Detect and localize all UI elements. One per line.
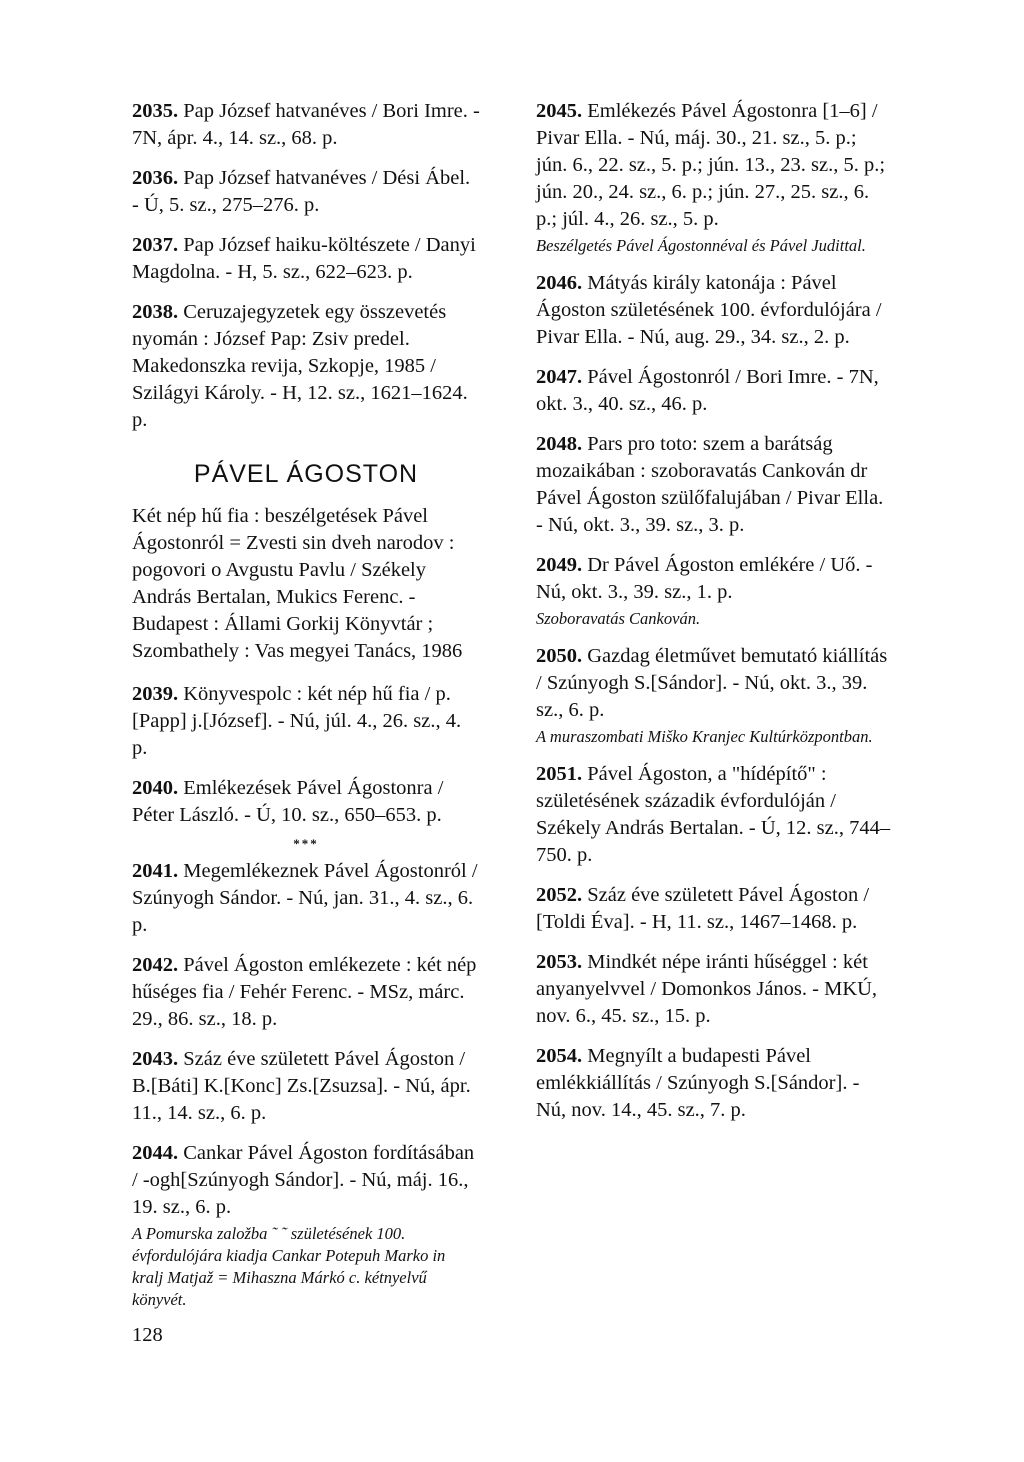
entry-number: 2035.	[132, 100, 179, 122]
entry-2050	[536, 643, 892, 724]
entry-text: Könyvespolc : két nép hű fia / p.[Papp] j.[József]. - Nú, júl. 4., 26. sz., 4. p.	[132, 683, 462, 759]
entry-number: 2043.	[132, 1048, 179, 1070]
entry-2054	[536, 1043, 892, 1124]
entry-number: 2054.	[536, 1045, 583, 1067]
entry-text: Emlékezések Pável Ágostonra / Péter László. - Ú, 10. sz., 650–653. p.	[132, 777, 444, 826]
entry-number: 2050.	[536, 645, 583, 667]
entry-text: Mindkét népe iránti hűséggel : két anyanyelvvel / Domonkos János. - MKÚ, nov. 6., 45. sz., 15. p.	[536, 951, 878, 1027]
section-separator: ***	[293, 836, 319, 851]
entry-2036	[132, 165, 480, 219]
entry-note: Szoboravatás Cankován.	[536, 609, 701, 628]
entry-2049	[536, 552, 892, 606]
entry-number: 2042.	[132, 954, 179, 976]
entry-2041	[132, 858, 480, 939]
section-heading: PÁVEL ÁGOSTON	[193, 460, 419, 488]
entry-number: 2053.	[536, 951, 583, 973]
entry-2046	[536, 270, 892, 351]
entry-2052	[536, 882, 892, 936]
entry-2048	[536, 431, 892, 539]
entry-number: 2052.	[536, 884, 583, 906]
entry-text: Száz éve született Pável Ágoston / B.[Báti] K.[Konc] Zs.[Zsuzsa]. - Nú, ápr. 11., 14. sz., 6. p.	[132, 1048, 471, 1124]
entry-number: 2037.	[132, 234, 179, 256]
entry-text: Pap József haiku-költészete / Danyi Magdolna. - H, 5. sz., 622–623. p.	[132, 234, 476, 283]
entry-number: 2041.	[132, 860, 179, 882]
entry-2039	[132, 681, 480, 762]
entry-text: Pap József hatvanéves / Dési Ábel. - Ú, 5. sz., 275–276. p.	[132, 167, 471, 216]
entry-note: Beszélgetés Pável Ágostonnéval és Pável Judittal.	[536, 236, 866, 255]
entry-number: 2049.	[536, 554, 583, 576]
entry-number: 2044.	[132, 1142, 179, 1164]
entry-2051	[536, 761, 892, 869]
entry-2037	[132, 232, 480, 286]
entry-2047	[536, 364, 892, 418]
entry-number: 2040.	[132, 777, 179, 799]
entry-number: 2036.	[132, 167, 179, 189]
entry-2053	[536, 949, 892, 1030]
entry-text: Ceruzajegyzetek egy összevetés nyomán : József Pap: Zsiv predel. Makedonszka revija, Szkopje, 1985 / Szilágyi Károly. - H, 12. sz., 1621–1624. p.	[132, 301, 468, 431]
entry-text: Cankar Pável Ágoston fordításában / -ogh[Szúnyogh Sándor]. - Nú, máj. 16., 19. sz., 6. p.	[132, 1142, 475, 1218]
entry-text: Pars pro toto: szem a barátság mozaikában : szoboravatás Cankován dr Pável Ágoston szülőfalujában / Pivar Ella. - Nú, okt. 3., 39. sz., 3. p.	[536, 433, 884, 536]
entry-number: 2048.	[536, 433, 583, 455]
entry-2042	[132, 952, 480, 1033]
entry-text: Pável Ágoston, a "hídépítő" : születésének századik évfordulóján / Székely András Bertalan. - Ú, 12. sz., 744–750. p.	[536, 763, 891, 866]
entry-number: 2039.	[132, 683, 179, 705]
entry-2043	[132, 1046, 480, 1127]
entry-2038	[132, 299, 480, 434]
page-number: 128	[132, 1324, 163, 1346]
entry-2045	[536, 98, 892, 233]
entry-text: Pável Ágostonról / Bori Imre. - 7N, okt. 3., 40. sz., 46. p.	[536, 366, 879, 415]
entry-number: 2038.	[132, 301, 179, 323]
entry-text: Megemlékeznek Pável Ágostonról / Szúnyogh Sándor. - Nú, jan. 31., 4. sz., 6. p.	[132, 860, 478, 936]
entry-2040	[132, 775, 480, 829]
right-column	[536, 98, 892, 1137]
entry-2044	[132, 1140, 480, 1221]
entry-text: Mátyás király katonája : Pável Ágoston születésének 100. évfordulójára / Pivar Ella. - Nú, aug. 29., 34. sz., 2. p.	[536, 272, 882, 348]
entry-text: Száz éve született Pável Ágoston / [Toldi Éva]. - H, 11. sz., 1467–1468. p.	[536, 884, 870, 933]
entry-text: Pável Ágoston emlékezete : két nép hűséges fia / Fehér Ferenc. - MSz, márc. 29., 86. sz., 18. p.	[132, 954, 477, 1030]
entry-text: Gazdag életművet bemutató kiállítás / Szúnyogh S.[Sándor]. - Nú, okt. 3., 39. sz., 6. p.	[536, 645, 888, 721]
entry-text: Pap József hatvanéves / Bori Imre. - 7N, ápr. 4., 14. sz., 68. p.	[132, 100, 480, 149]
entry-number: 2046.	[536, 272, 583, 294]
left-column	[132, 98, 480, 1324]
entry-text: Megnyílt a budapesti Pável emlékkiállítás / Szúnyogh S.[Sándor]. - Nú, nov. 14., 45. sz., 7. p.	[536, 1045, 860, 1121]
entry-note: A muraszombati Miško Kranjec Kultúrközpontban.	[536, 727, 873, 746]
entry-number: 2051.	[536, 763, 583, 785]
entry-number: 2047.	[536, 366, 583, 388]
book-entry: Két nép hű fia : beszélgetések Pável Ágostonról = Zvesti sin dveh narodov : pogovori o Avgustu Pavlu / Székely András Bertalan, Mukics Ferenc. - Budapest : Állami Gorkij Könyvtár ; Szombathely : Vas megyei Tanács, 1986	[132, 505, 463, 662]
entry-2035	[132, 98, 480, 152]
entry-text: Dr Pável Ágoston emlékére / Uő. - Nú, okt. 3., 39. sz., 1. p.	[536, 554, 873, 603]
entry-note: A Pomurska založba ˜ ˜ születésének 100. évfordulójára kiadja Cankar Potepuh Marko in kralj Matjaž = Mihaszna Márkó c. kétnyelvű könyvét.	[132, 1224, 446, 1309]
entry-number: 2045.	[536, 100, 583, 122]
entry-text: Emlékezés Pável Ágostonra [1–6] / Pivar Ella. - Nú, máj. 30., 21. sz., 5. p.; jún. 6., 22. sz., 5. p.; jún. 13., 23. sz., 5. p.; jún. 20., 24. sz., 6. p.; jún. 27., 25. sz., 6. p.; júl. 4., 26. sz., 5. p.	[536, 100, 886, 230]
